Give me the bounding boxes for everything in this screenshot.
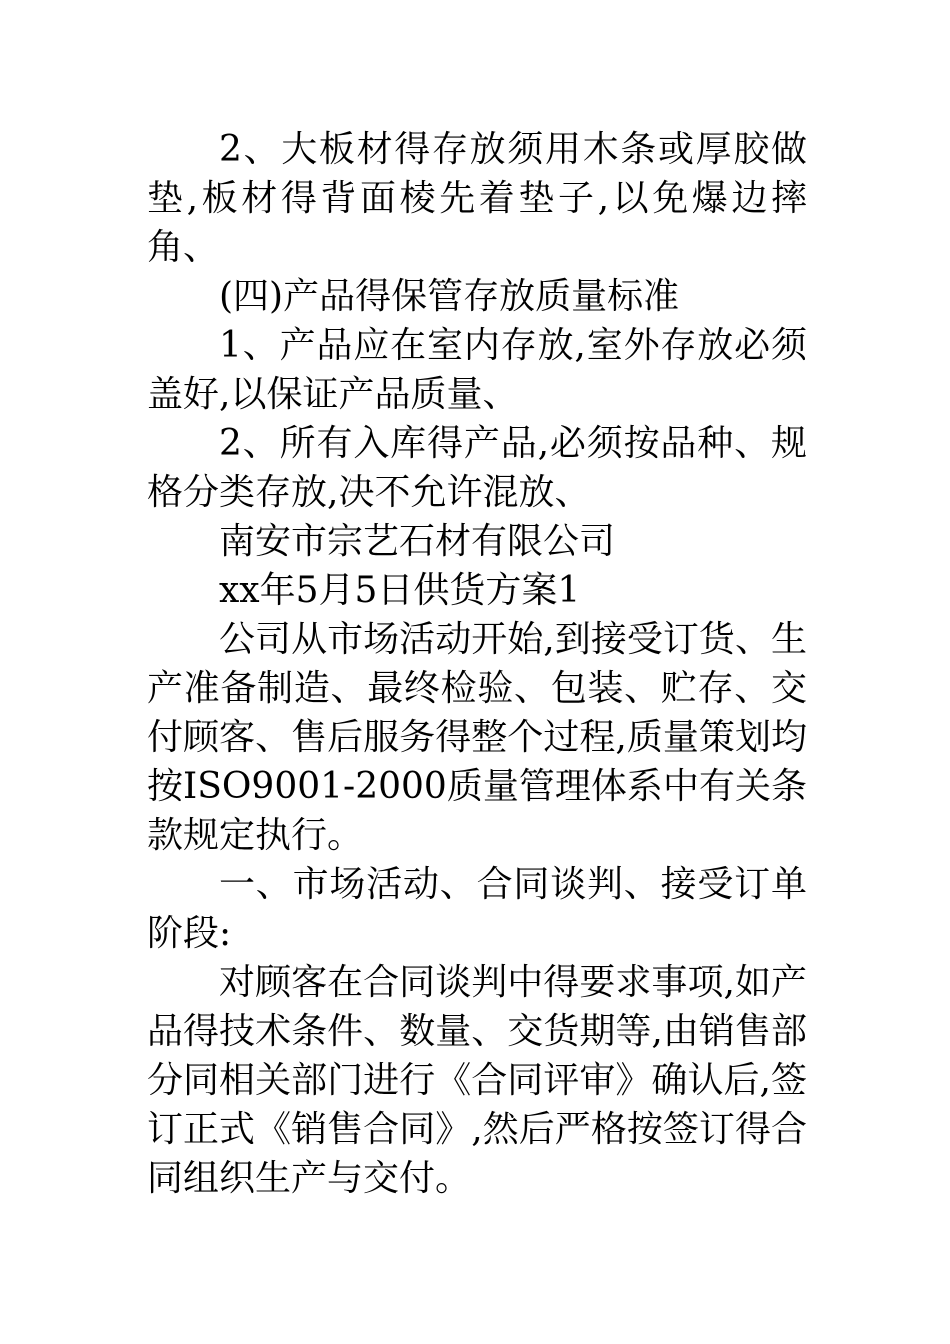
paragraph-quality-planning: 公司从市场活动开始,到接受订货、生产准备制造、最终检验、包装、贮存、交付顾客、售后服务得整个过程,质量策划均按ISO9001-2000质量管理体系中有关条款规定执行。 [147, 619, 807, 856]
section-heading-market-stage: 一、市场活动、合同谈判、接受订单阶段: [147, 864, 807, 954]
document-body [147, 125, 807, 1203]
paragraph-contract-review: 对顾客在合同谈判中得要求事项,如产品得技术条件、数量、交货期等,由销售部分同相关部门进行《合同评审》确认后,签订正式《销售合同》,然后严格按签订得合同组织生产与交付。 [147, 962, 807, 1199]
paragraph-indoor-storage: 1、产品应在室内存放,室外存放必须盖好,以保证产品质量、 [147, 325, 807, 415]
paragraph-storage-padding: 2、大板材得存放须用木条或厚胶做垫,板材得背面棱先着垫子,以免爆边摔角、 [147, 129, 807, 268]
paragraph-classified-storage: 2、所有入库得产品,必须按品种、规格分类存放,决不允许混放、 [147, 423, 807, 513]
document-date-title: xx年5月5日供货方案1 [219, 570, 581, 611]
section-heading-storage-standard: (四)产品得保管存放质量标准 [219, 276, 680, 317]
company-name: 南安市宗艺石材有限公司 [219, 521, 616, 562]
